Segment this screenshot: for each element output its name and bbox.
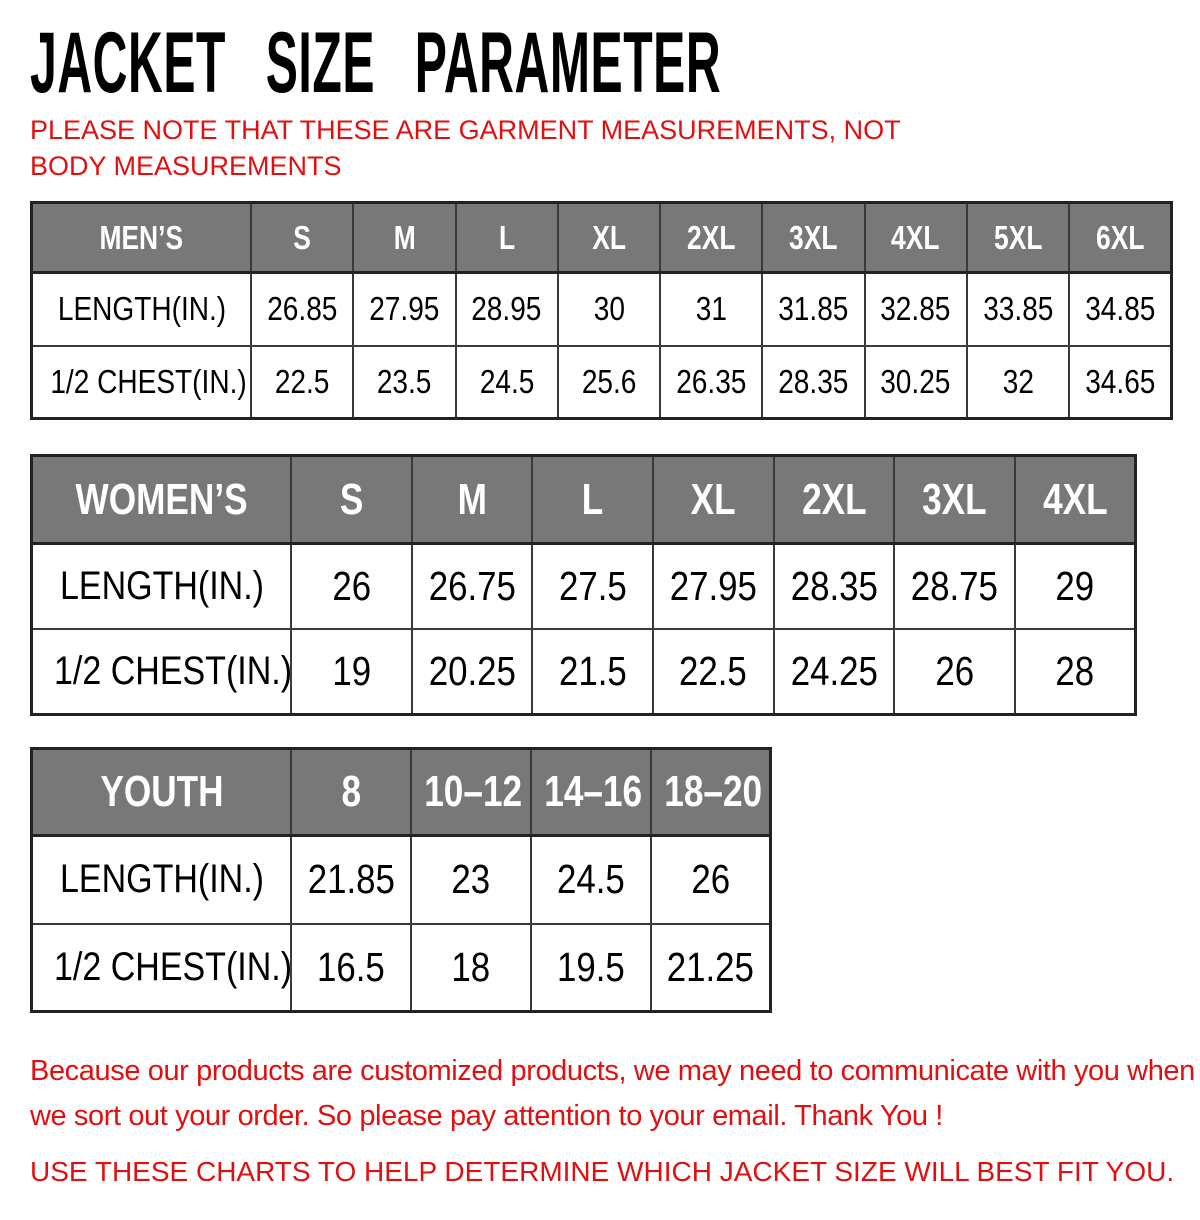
size-header-cell <box>660 203 762 273</box>
size-value-cell-text: 34.65 <box>1084 362 1156 400</box>
size-header-cell-text: 3XL <box>922 474 987 524</box>
size-value-cell-text: 33.85 <box>982 290 1054 328</box>
customization-notice: Because our products are customized products, we may need to communicate with you when we sort out your order. So please pay attention to your email. Thank You ! <box>30 1055 1195 1132</box>
size-value-cell-text: 19 <box>331 647 371 694</box>
size-value-cell <box>291 924 411 1012</box>
size-value-cell-text: 27.95 <box>669 562 757 609</box>
size-header-cell-text: 14–16 <box>543 767 642 816</box>
size-header-cell <box>353 203 455 273</box>
size-value-cell-text: 24.5 <box>479 362 534 400</box>
size-value-cell-text: 21.5 <box>558 647 627 694</box>
size-value-cell <box>865 273 967 346</box>
size-value-cell <box>1015 544 1136 629</box>
size-value-cell <box>660 273 762 346</box>
size-value-cell <box>774 544 895 629</box>
size-header-cell <box>532 456 653 544</box>
row-label <box>32 544 292 629</box>
size-value-cell <box>353 273 455 346</box>
size-value-cell-text: 34.85 <box>1084 290 1156 328</box>
size-value-cell-text: 29 <box>1055 562 1095 609</box>
size-value-cell <box>532 544 653 629</box>
size-value-cell-text: 28.35 <box>790 562 878 609</box>
table-row <box>32 544 1136 629</box>
size-header-cell-text: L <box>581 474 604 524</box>
size-header-cell-text: 8 <box>341 767 361 816</box>
size-value-cell-text: 24.5 <box>556 856 625 903</box>
size-value-cell-text: 22.5 <box>274 362 330 400</box>
size-value-cell-text: 24.25 <box>790 647 878 694</box>
size-value-cell <box>412 544 533 629</box>
table-title-cell-text: YOUTH <box>99 767 224 816</box>
size-value-cell <box>653 544 774 629</box>
size-value-cell-text: 31 <box>695 290 727 328</box>
size-header-cell <box>456 203 558 273</box>
row-label-text: 1/2 CHEST(IN.) <box>54 648 293 693</box>
size-header-cell <box>251 203 353 273</box>
size-header-cell-text: 10–12 <box>424 767 522 816</box>
size-value-cell <box>353 346 455 419</box>
size-value-cell <box>762 346 864 419</box>
row-label <box>32 629 292 715</box>
fit-guidance: USE THESE CHARTS TO HELP DETERMINE WHICH JACKET SIZE WILL BEST FIT YOU. <box>30 1156 1175 1187</box>
size-value-cell-text: 21.85 <box>307 856 395 903</box>
size-value-cell-text: 28 <box>1055 647 1095 694</box>
size-value-cell-text: 32 <box>1002 362 1034 400</box>
size-value-cell <box>531 836 651 924</box>
row-label-text: LENGTH(IN.) <box>57 290 226 328</box>
table-row <box>32 273 1172 346</box>
size-value-cell-text: 23 <box>451 856 491 903</box>
size-header-cell-text: 18–20 <box>663 767 762 816</box>
size-value-cell <box>651 924 771 1012</box>
size-value-cell-text: 26.75 <box>428 562 516 609</box>
size-header-cell-text: S <box>293 218 311 256</box>
size-value-cell <box>967 346 1069 419</box>
table-title-cell-text: MEN’S <box>99 218 184 256</box>
size-chart-page <box>0 15 1200 1191</box>
size-value-cell-text: 26.85 <box>267 290 338 328</box>
page-title-text: JACKET SIZE PARAMETER <box>30 15 722 111</box>
womens-size-table <box>30 454 1137 716</box>
size-value-cell-text: 19.5 <box>556 943 625 990</box>
size-value-cell <box>456 273 558 346</box>
size-header-cell <box>291 456 412 544</box>
size-value-cell <box>411 924 531 1012</box>
size-value-cell-text: 26 <box>935 647 974 694</box>
row-label <box>32 836 292 924</box>
size-header-cell-text: 6XL <box>1095 218 1145 256</box>
row-label <box>32 346 252 419</box>
size-value-cell <box>894 629 1015 715</box>
size-value-cell-text: 20.25 <box>428 647 516 694</box>
size-header-cell-text: M <box>393 218 416 256</box>
size-value-cell-text: 31.85 <box>778 290 849 328</box>
table-title-cell <box>32 749 292 836</box>
size-value-cell <box>762 273 864 346</box>
size-header-cell-text: 3XL <box>789 218 838 256</box>
table-row <box>32 924 771 1012</box>
size-value-cell-text: 30 <box>593 290 625 328</box>
size-value-cell-text: 22.5 <box>679 647 748 694</box>
table-header-row <box>32 203 1172 273</box>
size-value-cell <box>774 629 895 715</box>
size-value-cell-text: 25.6 <box>581 362 637 400</box>
table-row <box>32 836 771 924</box>
table-header-row <box>32 749 771 836</box>
size-value-cell <box>967 273 1069 346</box>
size-header-cell <box>967 203 1069 273</box>
size-header-cell-text: 4XL <box>1042 474 1108 524</box>
size-value-cell-text: 16.5 <box>317 943 385 990</box>
size-value-cell <box>1015 629 1136 715</box>
size-value-cell <box>660 346 762 419</box>
size-value-cell-text: 28.75 <box>910 562 999 609</box>
mens-size-table <box>30 201 1173 420</box>
size-header-cell <box>412 456 533 544</box>
size-header-cell <box>1015 456 1136 544</box>
size-value-cell <box>251 346 353 419</box>
size-value-cell <box>653 629 774 715</box>
size-value-cell <box>532 629 653 715</box>
size-value-cell-text: 28.35 <box>778 362 849 400</box>
size-header-cell <box>651 749 771 836</box>
size-value-cell <box>558 273 660 346</box>
size-value-cell <box>865 346 967 419</box>
size-header-cell <box>762 203 864 273</box>
size-value-cell-text: 28.95 <box>471 290 542 328</box>
size-value-cell <box>412 629 533 715</box>
size-value-cell <box>531 924 651 1012</box>
size-value-cell <box>411 836 531 924</box>
size-header-cell <box>865 203 967 273</box>
row-label-text: 1/2 CHEST(IN.) <box>54 944 293 989</box>
size-value-cell-text: 18 <box>451 943 491 990</box>
size-header-cell-text: 2XL <box>801 474 867 524</box>
size-value-cell <box>1069 273 1171 346</box>
table-header-row <box>32 456 1136 544</box>
table-title-cell <box>32 203 252 273</box>
size-header-cell-text: L <box>498 218 515 256</box>
size-header-cell <box>774 456 895 544</box>
size-value-cell-text: 27.5 <box>558 562 627 609</box>
page-title <box>30 15 1200 111</box>
size-header-cell-text: XL <box>690 474 736 524</box>
row-label <box>32 273 252 346</box>
size-value-cell <box>456 346 558 419</box>
youth-size-table <box>30 747 772 1013</box>
garment-note: PLEASE NOTE THAT THESE ARE GARMENT MEASUREMENTS, NOT BODY MEASUREMENTS <box>30 115 901 181</box>
row-label-text: LENGTH(IN.) <box>59 857 264 902</box>
size-value-cell <box>251 273 353 346</box>
size-header-cell-text: 5XL <box>993 218 1043 256</box>
row-label-text: LENGTH(IN.) <box>59 563 264 608</box>
size-value-cell-text: 23.5 <box>377 362 432 400</box>
size-header-cell <box>558 203 660 273</box>
table-title-cell-text: WOMEN’S <box>75 474 248 524</box>
size-header-cell-text: XL <box>592 218 626 256</box>
size-header-cell <box>291 749 411 836</box>
table-title-cell <box>32 456 292 544</box>
size-value-cell <box>894 544 1015 629</box>
size-header-cell-text: M <box>457 474 487 524</box>
size-header-cell <box>894 456 1015 544</box>
size-value-cell <box>1069 346 1171 419</box>
size-value-cell-text: 27.95 <box>369 290 440 328</box>
size-value-cell <box>291 629 412 715</box>
size-value-cell-text: 26 <box>690 856 730 903</box>
size-header-cell <box>411 749 531 836</box>
size-value-cell-text: 21.25 <box>666 943 754 990</box>
size-header-cell <box>531 749 651 836</box>
row-label-text: 1/2 CHEST(IN.) <box>50 362 247 400</box>
size-value-cell-text: 26.35 <box>676 362 747 400</box>
size-value-cell-text: 26 <box>331 562 371 609</box>
size-value-cell-text: 32.85 <box>880 290 951 328</box>
size-header-cell-text: S <box>339 474 364 524</box>
size-value-cell-text: 30.25 <box>880 362 951 400</box>
size-header-cell <box>1069 203 1171 273</box>
size-header-cell-text: 4XL <box>891 218 940 256</box>
size-value-cell <box>558 346 660 419</box>
table-row <box>32 629 1136 715</box>
size-value-cell <box>291 544 412 629</box>
size-value-cell <box>651 836 771 924</box>
table-row <box>32 346 1172 419</box>
row-label <box>32 924 292 1012</box>
size-header-cell-text: 2XL <box>686 218 736 256</box>
size-value-cell <box>291 836 411 924</box>
size-header-cell <box>653 456 774 544</box>
